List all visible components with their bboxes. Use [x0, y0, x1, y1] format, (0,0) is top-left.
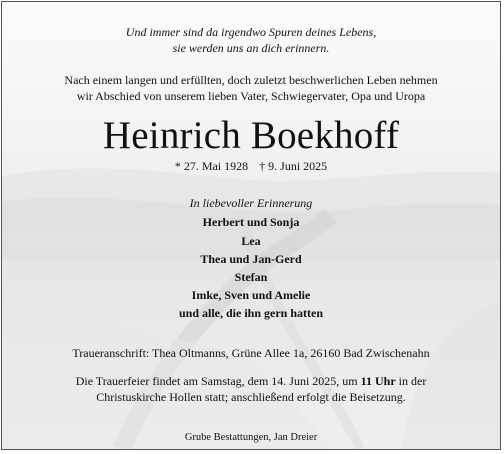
intro-line-1: Nach einem langen und erfüllten, doch zuletzt beschwerlichen Leben nehmen: [64, 73, 438, 87]
deceased-name: Heinrich Boekhoff: [102, 114, 400, 157]
mourner-line: Thea und Jan-Gerd: [200, 252, 302, 266]
ceremony-text-post: in der: [395, 374, 427, 388]
ceremony-time: 11 Uhr: [360, 374, 396, 388]
remembrance-line: In liebevoller Erinnerung: [189, 196, 313, 210]
mourner-line: Imke, Sven und Amelie: [191, 288, 311, 302]
intro-line-2: wir Abschied von unserem lieben Vater, Schwiegervater, Opa und Uropa: [76, 89, 426, 103]
ceremony-line-2: Christuskirche Hollen statt; anschließend erfolgt die Beisetzung.: [96, 390, 406, 404]
mourning-address: Traueranschrift: Thea Oltmanns, Grüne Allee 1a, 26160 Bad Zwischenahn: [72, 346, 430, 360]
quote-line-2: sie werden uns an dich erinnern.: [172, 41, 330, 55]
mourner-line: und alle, die ihn gern hatten: [178, 306, 324, 320]
death-date: † 9. Juni 2025: [259, 159, 328, 173]
mourner-line: Lea: [241, 234, 261, 248]
quote-line-1: Und immer sind da irgendwo Spuren deines Lebens,: [125, 25, 377, 39]
obituary-card: [1, 1, 501, 450]
undertaker: Grube Bestattungen, Jan Dreier: [184, 432, 318, 443]
life-dates: [2, 159, 500, 174]
birth-date: * 27. Mai 1928: [174, 159, 249, 173]
mourner-line: Herbert und Sonja: [202, 215, 300, 229]
ceremony-line-1: [2, 373, 500, 389]
ceremony-text-pre: Die Trauerfeier findet am Samstag, dem 14. Juni 2025, um: [75, 374, 361, 388]
mourner-line: Stefan: [234, 270, 268, 284]
